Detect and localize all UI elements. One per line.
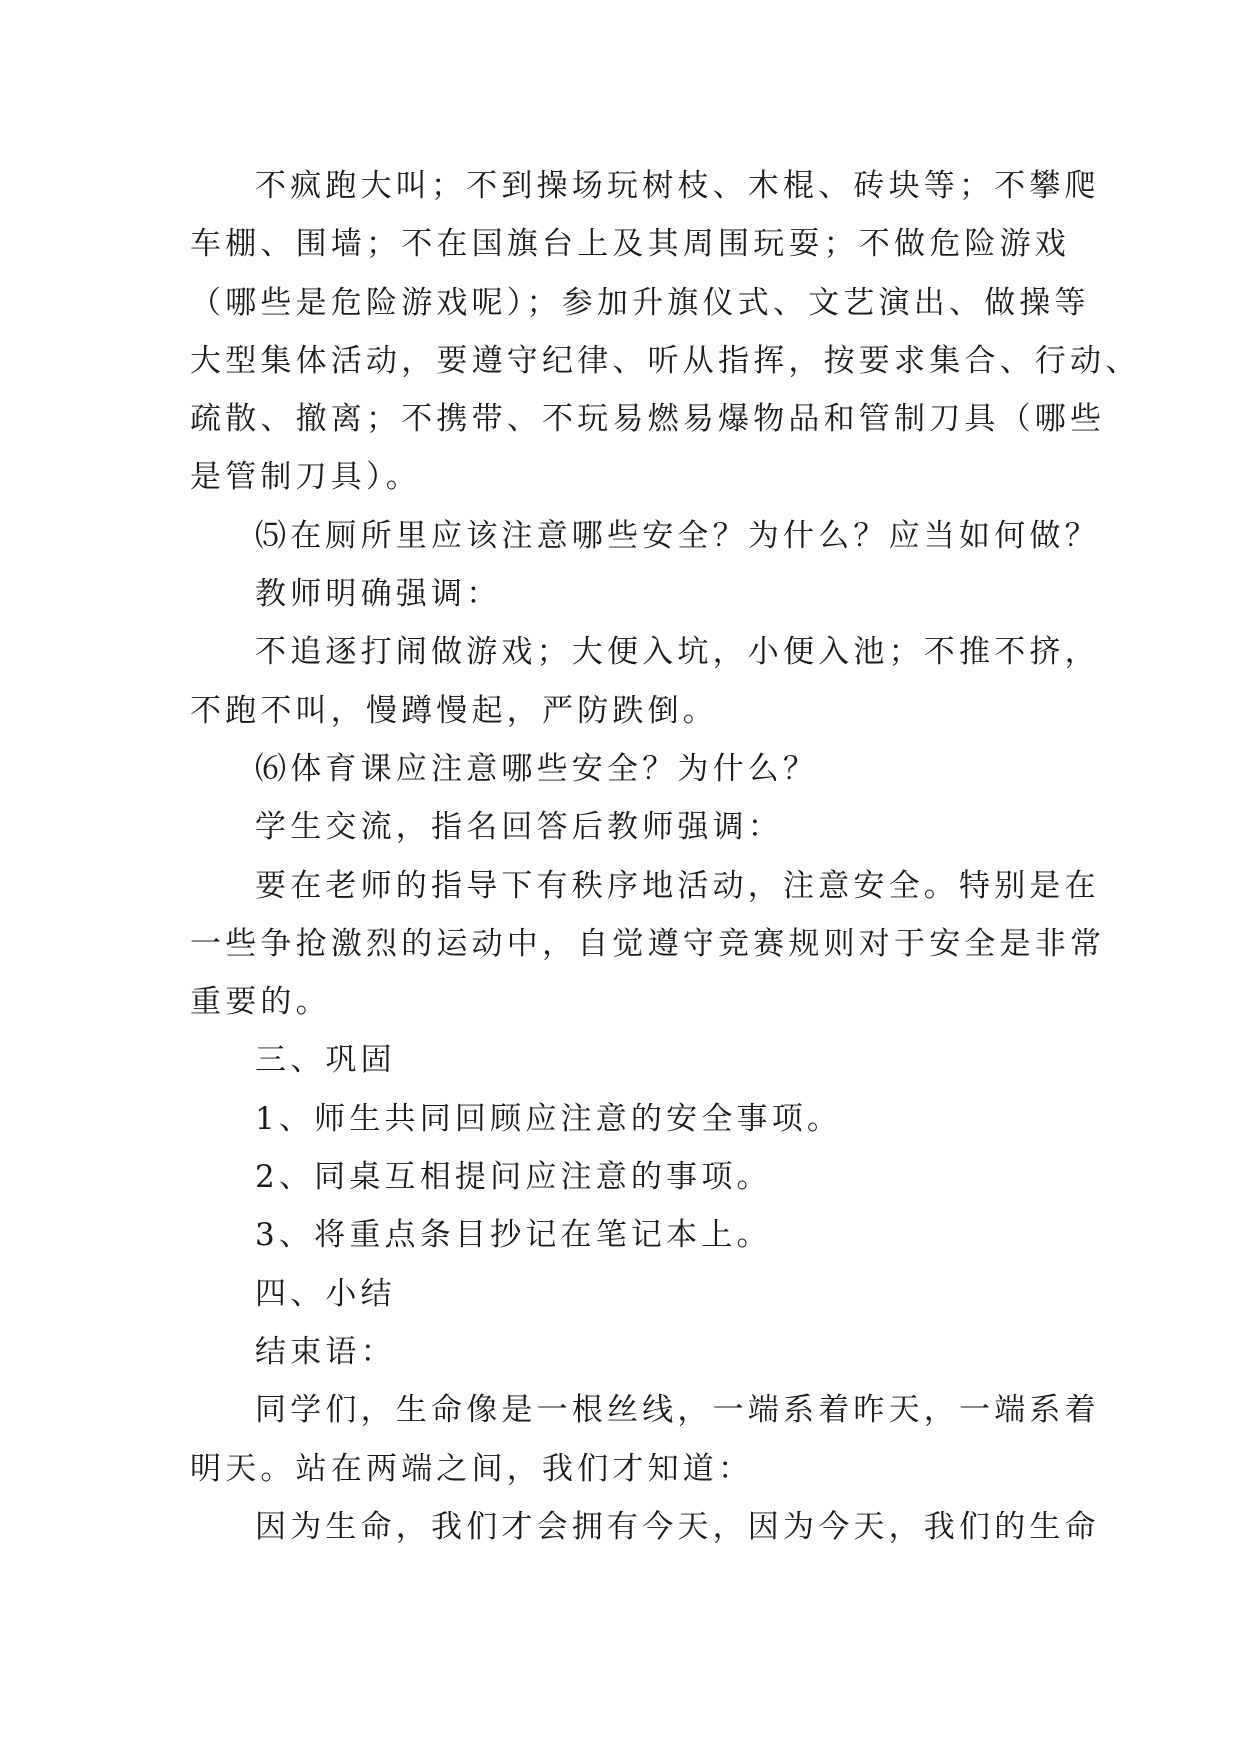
text-line: 不疯跑大叫；不到操场玩树枝、木棍、砖块等；不攀爬 (255, 168, 1100, 204)
text-line: 因为生命，我们才会拥有今天，因为今天，我们的生命 (255, 1508, 1100, 1545)
text-line: 教师明确强调： (255, 576, 502, 613)
text-line: 不跑不叫，慢蹲慢起，严防跌倒。 (190, 692, 718, 729)
text-line: 不追逐打闹做游戏；大便入坑，小便入池；不推不挤， (255, 634, 1100, 671)
text-line: （哪些是危险游戏呢）；参加升旗仪式、文艺演出、做操等 (190, 284, 1090, 321)
text-line: 一些争抢激烈的运动中，自觉遵守竞赛规则对于安全是非常 (190, 925, 1106, 962)
text-line: 大型集体活动，要遵守纪律、听从指挥，按要求集合、行动、 (190, 342, 1141, 379)
text-line: 要在老师的指导下有秩序地活动，注意安全。特别是在 (255, 867, 1100, 904)
text-line: 明天。站在两端之间，我们才知道： (190, 1450, 754, 1487)
section-heading: 三、巩固 (255, 1042, 396, 1079)
text-line: 是管制刀具）。 (190, 459, 421, 496)
question-line: ⑹体育课应注意哪些安全？为什么？ (255, 750, 819, 787)
text-line: 学生交流，指名回答后教师强调： (255, 809, 783, 846)
text-line: 结束语： (255, 1333, 396, 1370)
question-line: ⑸在厕所里应该注意哪些安全？为什么？应当如何做？ (255, 517, 1100, 554)
text-line: 疏散、撤离；不携带、不玩易燃易爆物品和管制刀具（哪些 (190, 401, 1106, 438)
text-line: 同学们，生命像是一根丝线，一端系着昨天，一端系着 (255, 1392, 1100, 1429)
list-item: 2、同桌互相提问应注意的事项。 (255, 1159, 772, 1196)
list-item: 1、师生共同回顾应注意的安全事项。 (255, 1100, 843, 1137)
text-line: 车棚、围墙；不在国旗台上及其周围玩耍；不做危险游戏 (190, 226, 1070, 263)
section-heading: 四、小结 (255, 1275, 396, 1312)
document-page (190, 157, 1141, 1556)
text-line: 重要的。 (190, 984, 331, 1021)
list-item: 3、将重点条目抄记在笔记本上。 (255, 1217, 772, 1254)
